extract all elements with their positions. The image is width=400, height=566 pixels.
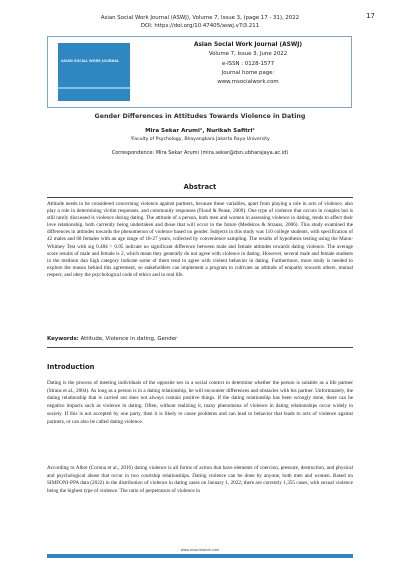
footer-bar — [47, 554, 353, 558]
footer-url[interactable]: www.msocialwork.com — [180, 548, 220, 552]
affiliation: ¹Faculty of Psychology, Bhayangkara Jakarta Raya University — [130, 137, 270, 142]
abstract-text: Attitude needs to be considered concerning violence against partners, because these variables, apart from playing a role in acts of violence, also play a role in determining victim responses, and community responses (Flood & Pease, 2009). One type of violence that occurs in couples but is still rarely discussed is violence during dating. The attitude of a person, both men and women in assessing violence in dating, tends to affect their love relationship, both currently being undertaken and those that will occur in the future (Medeiros & Strauss, 2006). This study examined the differences in attitudes towards the phenomenon of violence based on gender. Subjects in this study was 110 college students, with specification of 42 males and 68 females with an age range of 18-27 years, collected by convenience sampling. The results of hypothesis testing using the Mann-Whitney Test with sig 0.484 > 0.05 indicate no significant difference between male and female attitudes towards dating violence. The average score results of male and female is 2, which mean they generally do not agree with violence in dating. However, several male and female students in the medium dan high category indicate some of them tend to agree with violent behavior in dating. Furthermore, more study is needed to explore the reason behind this agreement, so stakeholders can implement a program to cultivate an attitude of empathy towards others, mutual respect, and obey the psychological code of ethics and in real life. — [47, 201, 353, 278]
keywords-values: Attitude, Violence in dating, Gender — [80, 336, 178, 342]
running-header-doi[interactable]: DOI: https://doi.org/10.47405/aswj.v7i3.211 — [140, 23, 260, 29]
journal-cover-image — [58, 43, 130, 101]
page-number: 17 — [366, 12, 375, 20]
running-header — [0, 14, 400, 30]
abstract-top-rule — [47, 197, 353, 198]
cover-title: ASIAN SOCIAL WORK JOURNAL — [61, 59, 120, 63]
journal-homepage-link[interactable]: www.msocialwork.com — [217, 79, 279, 86]
cover-stripe — [58, 87, 130, 89]
journal-name: Asian Social Work Journal (ASWJ) — [193, 42, 303, 48]
journal-volume: Volume 7, Issue 3, June 2022 — [208, 51, 288, 58]
journal-info — [153, 41, 343, 87]
correspondence: Correspondence: Mira Sekar Arumi (mira.sekar@dsn.ubharajaya.ac.id) — [111, 150, 289, 156]
abstract-bottom-rule — [47, 347, 353, 348]
abstract-heading: Abstract — [183, 183, 217, 191]
introduction-heading: Introduction — [47, 363, 95, 371]
journal-header-box — [47, 36, 352, 108]
keywords-label: Keywords: — [47, 336, 79, 342]
paper-title: Gender Differences in Attitudes Towards Violence in Dating — [94, 113, 306, 120]
journal-issn: e-ISSN : 0128-1577 — [221, 60, 275, 67]
journal-homepage-label: Journal home page: — [221, 69, 275, 76]
running-header-citation: Asian Social Work Journal (ASWJ), Volume 7, Issue 3, (page 17 - 31), 2022 — [100, 15, 300, 21]
introduction-paragraph-2: According to Albot (Corona et al., 2016) dating violence is all forms of action that have elements of coercion, pressure, destruction, and physical and psychological abuse that occur in two courtship relationships. Dating violence can be done by anyone, both men and women. Based on SIMFONI-PPA data (2022) in the distribution of violence in dating cases on January 1, 2022, there are currently 1,355 cases, with sexual violence being the highest type of violence. The ratio of perpetrators of violence in — [47, 465, 353, 495]
keywords-line — [47, 336, 177, 342]
authors: Mira Sekar Arumi¹, Nurikah Safitri¹ — [145, 128, 255, 134]
introduction-paragraph-1: Dating is the process of meeting individuals of the opposite sex in a social context to determine whether the person is suitable as a life partner (Straus et al., 2004). As long as a person is in a dating relationship, he will encounter differences and obstacles with his partner. Unfortunately, the dating relationship that is carried out does not always contain positive things. If the dating relationship has been wrongly done, there can be negative impacts such as violence in dating. Often, without realizing it, many phenomena of violence in dating relationships occur widely in society. If this is not accepted by one party, then it is likely to cause problems and can lead to behavior that leads to acts of violence against partners, or can also be called dating violence. — [47, 380, 353, 425]
